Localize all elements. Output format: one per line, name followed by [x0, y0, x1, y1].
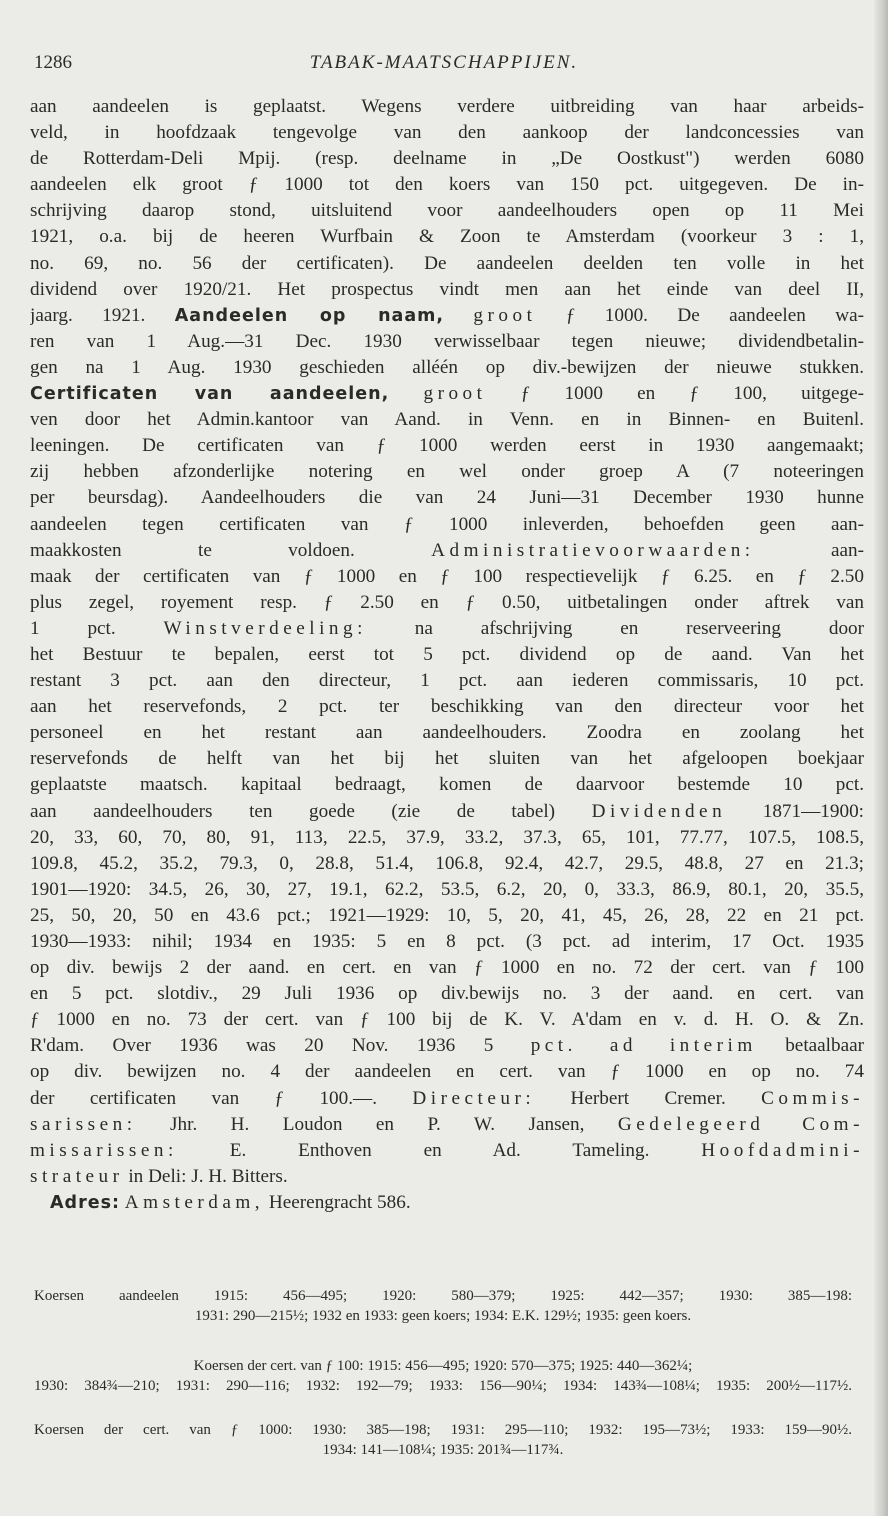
text-line — [30, 381, 864, 407]
text-line: dividend over 1920/21. Het prospectus vindt men aan het einde van deel II, — [30, 278, 864, 300]
address-heading: Adres: — [50, 1192, 120, 1213]
text-run: aan aandeelhouders ten goede (zie de tabel) — [30, 800, 556, 822]
spaced-term: strateur — [30, 1165, 124, 1187]
text-line: 20, 33, 60, 70, 80, 91, 113, 22.5, 37.9, 33.2, 37.3, 65, 101, 77.77, 107.5, 108.5, — [30, 826, 864, 848]
text-line: aandeelen elk groot ƒ 1000 tot den koers van 150 pct. uitgegeven. De in- — [30, 174, 864, 196]
text-line: veld, in hoofdzaak tengevolge van den aankoop der landconcessies van — [30, 122, 864, 144]
text-run: 1 pct. — [30, 617, 116, 639]
spaced-term: 5 pct. ad interim — [483, 1035, 757, 1057]
quotes-cert-100 — [34, 1356, 852, 1396]
quotes-line: 1934: 141—108¼; 1935: 201¾—117¾. — [322, 1442, 564, 1458]
text-line — [30, 799, 864, 825]
text-line — [30, 1138, 864, 1164]
quotes-line: Koersen der cert. van ƒ 100: 1915: 456—495; 1920: 570—375; 1925: 440—362¼; — [193, 1358, 693, 1374]
text-line: en 5 pct. slotdiv., 29 Juli 1936 op div.bewijs no. 3 der aand. en cert. van — [30, 983, 864, 1005]
text-line: 25, 50, 20, 50 en 43.6 pct.; 1921—1929: 10, 5, 20, 41, 45, 26, 28, 22 en 21 pct. — [30, 904, 864, 926]
spaced-term: Winstverdeeling: — [163, 617, 367, 639]
text-line — [30, 538, 864, 564]
text-line: personeel en het restant aan aandeelhouders. Zoodra en zoolang het — [30, 722, 864, 744]
spaced-term: Commis- — [761, 1087, 864, 1109]
text-line: op div. bewijs 2 der aand. en cert. en van ƒ 1000 en no. 72 der cert. van ƒ 100 — [30, 957, 864, 979]
text-line: aandeelen tegen certificaten van ƒ 1000 inleverden, behoefden geen aan- — [30, 513, 864, 535]
text-line: geplaatste maatsch. kapitaal bedraagt, komen de daarvoor bestemde 10 pct. — [30, 774, 864, 796]
spaced-term: Hoofdadmini- — [701, 1139, 864, 1161]
text-line: zij hebben afzonderlijke notering en wel onder groep A (7 noteeringen — [30, 461, 864, 483]
quotes-shares — [34, 1286, 852, 1326]
page-number: 1286 — [34, 52, 72, 73]
text-line — [30, 616, 864, 642]
text-line: reservefonds de helft van het bij het sluiten van het afgeloopen boekjaar — [30, 748, 864, 770]
text-run: E. Enthoven en Ad. Tameling. — [229, 1139, 650, 1161]
spaced-term: groot — [473, 304, 537, 326]
quotes-line: 1931: 290—215½; 1932 en 1933: geen koers; 1934: E.K. 129½; 1935: geen koers. — [194, 1308, 692, 1324]
text-line — [30, 1164, 864, 1190]
address-line — [30, 1190, 864, 1216]
text-line: aan het reservefonds, 2 pct. ter beschikking van den directeur voor het — [30, 696, 864, 718]
text-line — [30, 1033, 864, 1059]
text-run: in Deli: J. H. Bitters. — [128, 1165, 288, 1187]
text-line — [30, 1086, 864, 1112]
spaced-term: sarissen: — [30, 1113, 137, 1135]
quotes-line: Koersen aandeelen 1915: 456—495; 1920: 580—379; 1925: 442—357; 1930: 385—198: — [34, 1288, 852, 1304]
text-line: aan aandeelen is geplaatst. Wegens verdere uitbreiding van haar arbeids- — [30, 96, 864, 117]
section-heading-certificates: Certificaten van aandeelen, — [30, 384, 390, 405]
text-run: jaarg. 1921. — [30, 304, 146, 326]
page-header — [34, 52, 854, 82]
text-run: aan- — [830, 539, 864, 561]
text-line: 1901—1920: 34.5, 26, 30, 27, 19.1, 62.2, 53.5, 6.2, 20, 0, 33.3, 86.9, 80.1, 20, 35.5, — [30, 878, 864, 900]
spaced-term: Dividenden — [591, 800, 727, 822]
text-run: ƒ 1000. De aandeelen wa- — [565, 304, 864, 326]
text-line — [30, 303, 864, 329]
text-line: per beursdag). Aandeelhouders die van 24 Juni—31 December 1930 hunne — [30, 487, 864, 509]
text-line: ven door het Admin.kantoor van Aand. in Venn. en in Binnen- en Buitenl. — [30, 409, 864, 431]
spaced-term: Administratievoorwaarden: — [431, 539, 755, 561]
text-line: 1921, o.a. bij de heeren Wurfbain & Zoon te Amsterdam (voorkeur 3 : 1, — [30, 226, 864, 248]
section-heading-shares: Aandeelen op naam, — [174, 305, 445, 326]
text-line: ƒ 1000 en no. 73 der cert. van ƒ 100 bij de K. V. A'dam en v. d. H. O. & Zn. — [30, 1009, 864, 1031]
text-line: schrijving daarop stond, uitsluitend voor aandeelhouders open op 11 Mei — [30, 200, 864, 222]
spaced-term: groot — [423, 383, 487, 405]
text-run: na afschrijving en reserveering door — [414, 617, 864, 639]
text-line: no. 69, no. 56 der certificaten). De aandeelen deelden ten volle in het — [30, 252, 864, 274]
quotes-cert-1000 — [34, 1420, 852, 1460]
text-line: op div. bewijzen no. 4 der aandeelen en cert. van ƒ 1000 en op no. 74 — [30, 1061, 864, 1083]
text-line: maak der certificaten van ƒ 1000 en ƒ 100 respectievelijk ƒ 6.25. en ƒ 2.50 — [30, 565, 864, 587]
spaced-term: missarissen: — [30, 1139, 178, 1161]
text-line: de Rotterdam-Deli Mpij. (resp. deelname in „De Oostkust") werden 6080 — [30, 148, 864, 170]
text-line: restant 3 pct. aan den directeur, 1 pct. aan iederen commissaris, 10 pct. — [30, 670, 864, 692]
address-street: Heerengracht 586. — [268, 1191, 411, 1213]
spaced-term: Gedelegeerd Com- — [617, 1113, 864, 1135]
quotes-line: Koersen der cert. van ƒ 1000: 1930: 385—198; 1931: 295—110; 1932: 195—73½; 1933: 159—90½. — [34, 1422, 852, 1438]
text-line: plus zegel, royement resp. ƒ 2.50 en ƒ 0.50, uitbetalingen onder aftrek van — [30, 591, 864, 613]
page-edge-shadow — [874, 0, 888, 1516]
text-run: Herbert Cremer. — [570, 1087, 726, 1109]
text-run: Jhr. H. Loudon en P. W. Jansen, — [170, 1113, 585, 1135]
running-title: TABAK-MAATSCHAPPIJEN. — [309, 52, 579, 73]
text-run: maakkosten te voldoen. — [30, 539, 355, 561]
text-run: 1871—1900: — [762, 800, 864, 822]
address-city: Amsterdam, — [124, 1191, 265, 1213]
text-line: 1930—1933: nihil; 1934 en 1935: 5 en 8 pct. (3 pct. ad interim, 17 Oct. 1935 — [30, 931, 864, 952]
text-line: gen na 1 Aug. 1930 geschieden alléén op div.-bewijzen der nieuwe stukken. — [30, 356, 864, 378]
text-run: betaalbaar — [785, 1035, 864, 1057]
spaced-term: Directeur: — [412, 1087, 536, 1109]
text-line: 109.8, 45.2, 35.2, 79.3, 0, 28.8, 51.4, 106.8, 92.4, 42.7, 29.5, 48.8, 27 en 21.3; — [30, 852, 864, 874]
text-run: R'dam. Over 1936 was 20 Nov. 1936 — [30, 1035, 456, 1057]
text-line: het Bestuur te bepalen, eerst tot 5 pct. dividend op de aand. Van het — [30, 643, 864, 665]
text-line: leeningen. De certificaten van ƒ 1000 werden eerst in 1930 aangemaakt; — [30, 435, 864, 457]
text-line: ren van 1 Aug.—31 Dec. 1930 verwisselbaar tegen nieuwe; dividendbetalin- — [30, 330, 864, 352]
main-text — [30, 94, 864, 1216]
text-run: der certificaten van ƒ 100.—. — [30, 1087, 378, 1109]
text-line — [30, 1112, 864, 1138]
text-run: ƒ 1000 en ƒ 100, uitgege- — [520, 383, 864, 405]
quotes-line: 1930: 384¾—210; 1931: 290—116; 1932: 192—79; 1933: 156—90¼; 1934: 143¾—108¼; 1935: 200½—117½. — [34, 1378, 852, 1394]
